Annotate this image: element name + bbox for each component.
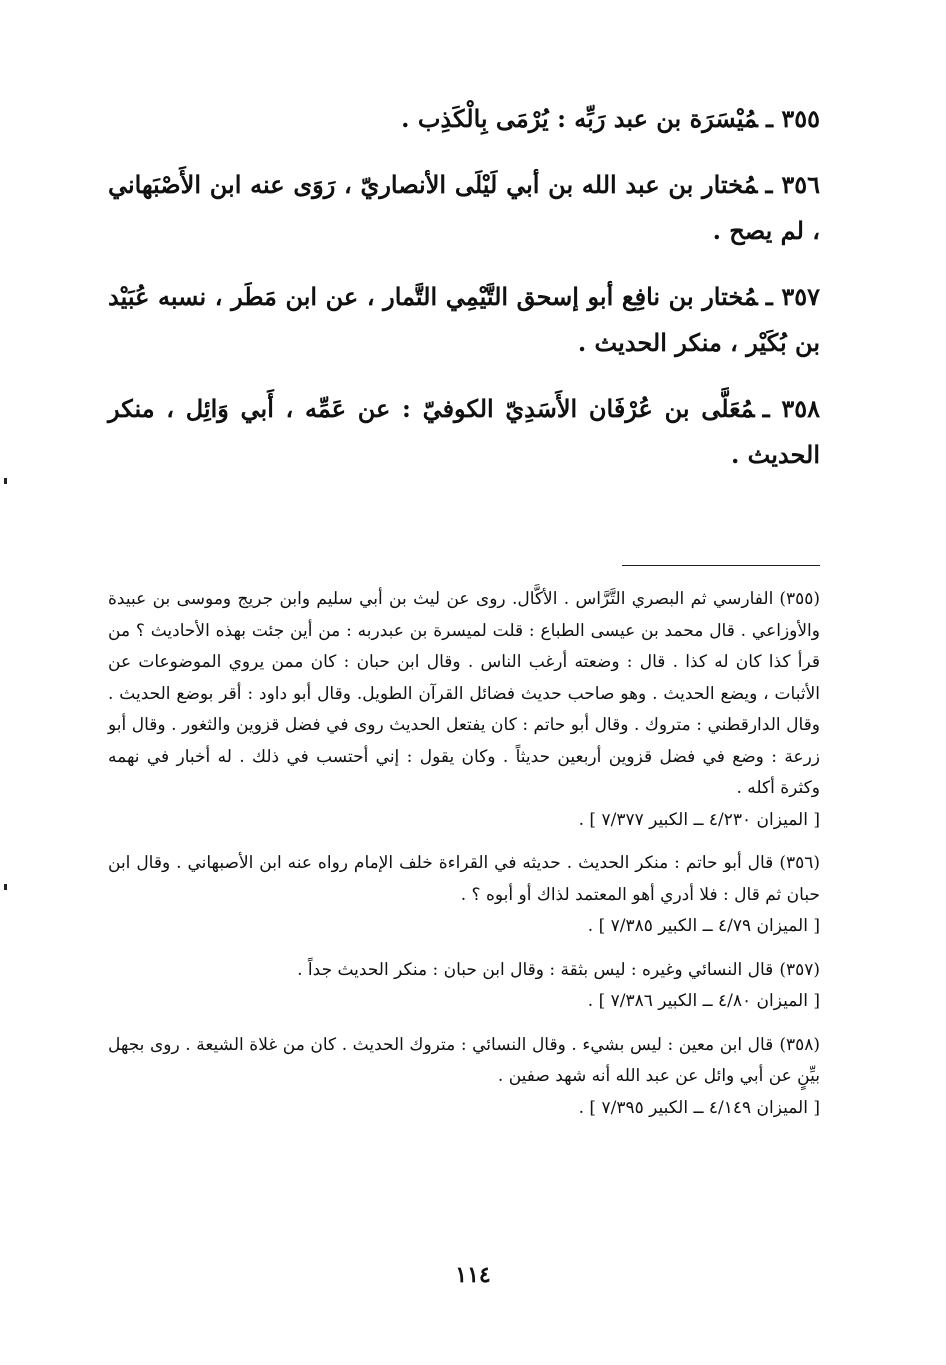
footnote-text: قال أبو حاتم : منكر الحديث . حديثه في القراءة خلف الإمام رواه عنه ابن الأصبهاني . وقال ابن حبان ثم قال : فلا أدري أهو المعتمد لذاك أو أبوه ؟ . — [108, 853, 820, 905]
footnotes — [108, 584, 820, 1136]
entry-355 — [108, 96, 820, 142]
entry-text: مُختار بن نافِع أبو إسحق التَّيْمِي التَّمار ، عن ابن مَطَر ، نسبه عُبَيْد بن بُكَيْر ، منكر الحديث . — [108, 282, 820, 357]
entry-358 — [108, 386, 820, 478]
footnote-355 — [108, 584, 820, 836]
entry-text: مُيْسَرَة بن عبد رَبِّه : يُرْمَى بِالْكَذِب . — [401, 104, 758, 133]
entry-number: ٣٥٥ ـ — [765, 104, 820, 133]
footnote-number: (٣٥٧) — [779, 959, 820, 980]
entry-number: ٣٥٧ ـ — [765, 282, 821, 311]
entry-number: ٣٥٨ ـ — [762, 394, 821, 423]
footnote-reference: [ الميزان ٤/١٤٩ ــ الكبير ٧/٣٩٥ ] . — [578, 1097, 820, 1118]
footnote-text: قال ابن معين : ليس بشيء . وقال النسائي : متروك الحديث . كان من غلاة الشيعة . روى بجهل بيِّنٍ عن أبي وائل عن عبد الله أنه شهد صفين . — [108, 1034, 820, 1086]
footnote-357 — [108, 955, 820, 1018]
footnote-356 — [108, 848, 820, 943]
entry-356 — [108, 162, 820, 254]
entry-text: مُختار بن عبد الله بن أبي لَيْلَى الأنصاريّ ، رَوَى عنه ابن الأَصْبَهاني ، لم يصح . — [108, 170, 820, 245]
main-text — [108, 96, 820, 498]
entry-text: مُعَلَّى بن عُرْفَان الأَسَدِيّ الكوفيّ : عن عَمِّه ، أَبي وَائِل ، منكر الحديث . — [108, 394, 820, 469]
page-number: ١١٤ — [455, 1262, 491, 1288]
footnote-number: (٣٥٨) — [779, 1034, 820, 1055]
scan-edge-mark — [4, 478, 7, 484]
footnote-358 — [108, 1030, 820, 1125]
footnote-text: قال النسائي وغيره : ليس بثقة : وقال ابن حبان : منكر الحديث جداً . — [297, 959, 774, 980]
entry-number: ٣٥٦ ـ — [765, 170, 820, 199]
footnote-reference: [ الميزان ٤/٢٣٠ ــ الكبير ٧/٣٧٧ ] . — [578, 809, 820, 830]
footnote-reference: [ الميزان ٤/٧٩ ــ الكبير ٧/٣٨٥ ] . — [587, 916, 820, 936]
scan-edge-mark — [4, 884, 7, 890]
footnote-number: (٣٥٦) — [779, 853, 820, 873]
entry-357 — [108, 274, 820, 366]
footnote-separator — [622, 565, 820, 566]
footnote-number: (٣٥٥) — [779, 589, 820, 609]
footnote-reference: [ الميزان ٤/٨٠ ــ الكبير ٧/٣٨٦ ] . — [587, 991, 820, 1011]
footnote-text: الفارسي ثم البصري التَّرَّاس . الأكَّال. روى عن ليث بن أبي سليم وابن جريج وموسى بن عبيدة والأوزاعي . قال محمد بن عيسى الطباع : قلت لميسرة بن عبدربه : من أين جئت بهذه الأحاديث ؟ من قرأ كذا كان له كذا . قال : وضعته أرغب الناس . وقال ابن حبان : كان ممن يروي الموضوعات عن الأثبات ، ويضع الحديث . وهو صاحب حديث فضائل القرآن الطويل. وقال أبو داود : أقر بوضع الحديث . وقال الدارقطني : متروك . وقال أبو حاتم : كان يفتعل الحديث روى في فضل قزوين والثغور . وقال أبو زرعة : وضع في فضل قزوين أربعين حديثاً . وكان يقول : إني أحتسب في ذلك . له أخبار في نهمه وكثرة أكله . — [108, 589, 820, 798]
